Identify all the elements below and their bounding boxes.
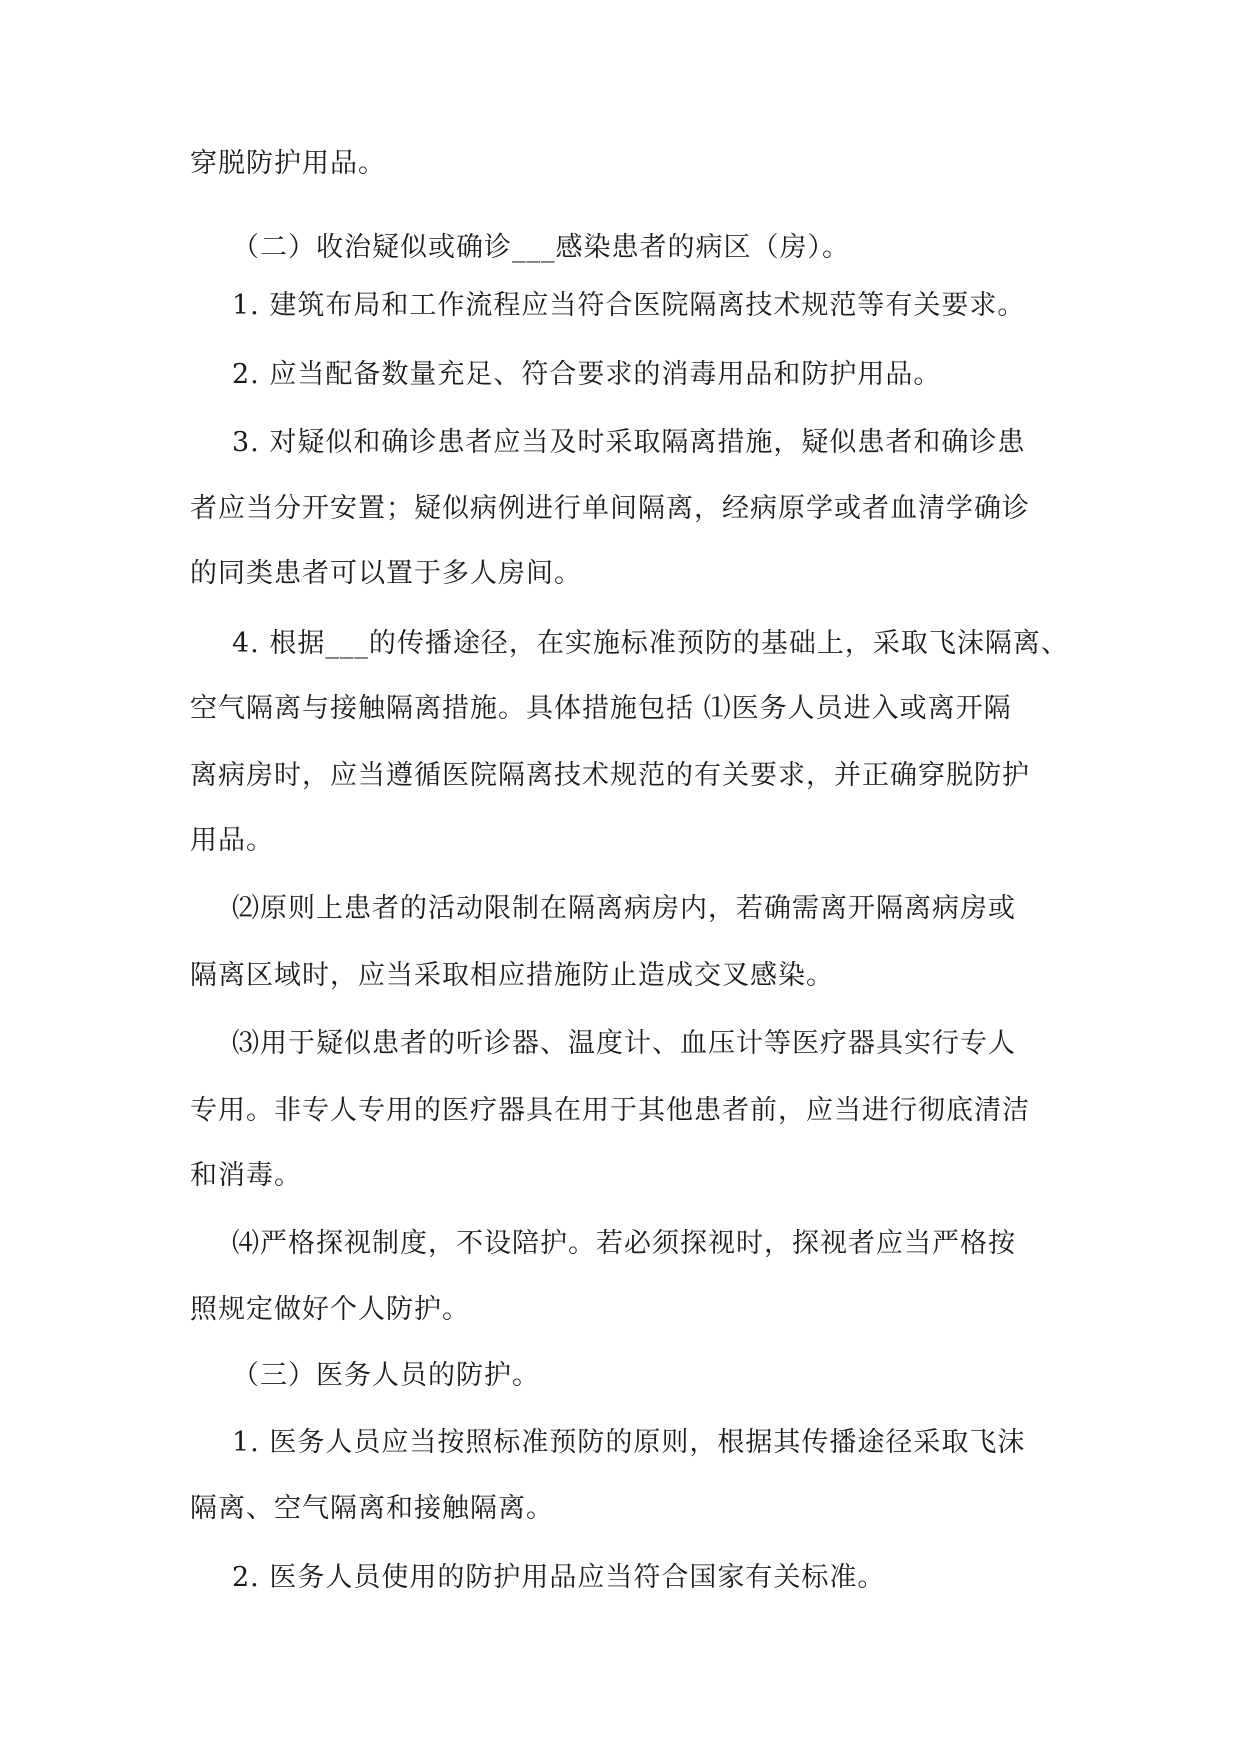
text-line: 者应当分开安置；疑似病例进行单间隔离，经病原学或者血清学确诊 bbox=[190, 493, 1030, 524]
text-line: ⑷严格探视制度，不设陪护。若必须探视时，探视者应当严格按 bbox=[232, 1228, 1016, 1259]
text-line: 4. 根据___的传播途径，在实施标准预防的基础上，采取飞沫隔离、 bbox=[232, 628, 1069, 659]
text-line: 专用。非专人专用的医疗器具在用于其他患者前，应当进行彻底清洁 bbox=[190, 1095, 1030, 1126]
text-line: 穿脱防护用品。 bbox=[190, 148, 386, 179]
text-line: 空气隔离与接触隔离措施。具体措施包括 ⑴医务人员进入或离开隔 bbox=[190, 693, 1012, 724]
text-line: 的同类患者可以置于多人房间。 bbox=[190, 558, 582, 589]
text-line: 2. 医务人员使用的防护用品应当符合国家有关标准。 bbox=[232, 1562, 886, 1593]
text-line: 1. 医务人员应当按照标准预防的原则，根据其传播途径采取飞沫 bbox=[232, 1427, 1026, 1458]
text-line: 2. 应当配备数量充足、符合要求的消毒用品和防护用品。 bbox=[232, 359, 942, 390]
text-line: 1. 建筑布局和工作流程应当符合医院隔离技术规范等有关要求。 bbox=[232, 290, 1026, 321]
text-line: 和消毒。 bbox=[190, 1160, 302, 1191]
text-line: 用品。 bbox=[190, 825, 274, 856]
section-heading: （二）收治疑似或确诊___感染患者的病区（房）。 bbox=[232, 232, 850, 263]
text-line: ⑶用于疑似患者的听诊器、温度计、血压计等医疗器具实行专人 bbox=[232, 1028, 1016, 1059]
text-line: 离病房时，应当遵循医院隔离技术规范的有关要求，并正确穿脱防护 bbox=[190, 760, 1030, 791]
text-line: 隔离区域时，应当采取相应措施防止造成交叉感染。 bbox=[190, 960, 834, 991]
text-line: 照规定做好个人防护。 bbox=[190, 1294, 470, 1325]
text-line: ⑵原则上患者的活动限制在隔离病房内，若确需离开隔离病房或 bbox=[232, 893, 1016, 924]
section-heading: （三）医务人员的防护。 bbox=[232, 1360, 540, 1391]
text-line: 3. 对疑似和确诊患者应当及时采取隔离措施，疑似患者和确诊患 bbox=[232, 427, 1026, 458]
text-line: 隔离、空气隔离和接触隔离。 bbox=[190, 1493, 554, 1524]
